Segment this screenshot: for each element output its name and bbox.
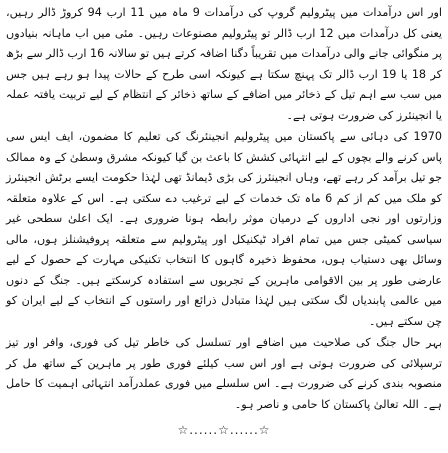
article-paragraph-1: اور اس درآمدات میں پیٹرولیم گروپ کی درآمدات 9 ماہ میں 11 ارب 94 کروڑ ڈالر رہیں، یعنی کل درآمدات میں 12 ارب ڈالر تو پیٹرولیم مصنوعات رہیں۔ مئی میں اب ماہانہ بنیادوں پر منگوائی جانے والی درآمدات میں تقریباً دگنا اضافہ کرتے ہیں تو سالانہ 16 ارب ڈالر سے بڑھ کر 18 یا 19 ارب ڈالر تک پہنچ سکتا ہے کیونکہ اسی طرح کے حالات پیدا ہو رہے ہیں جس میں سب سے اہم تیل کے ذخائر میں اضافے کے ساتھ ذخائر کے انتظام کے لیے تربیت یافتہ عملہ یا انجینئرز کی ضرورت ہوتی ہے۔ bbox=[6, 6, 443, 122]
article-paragraph-3: بہر حال جنگ کی صلاحیت میں اضافے اور تسلسل کی خاطر تیل کی فوری، وافر اور تیز ترسپلائی کی ضرورت ہوتی ہے اور اس سب کیلئے فوری طور پر ماہرین کے ساتھ مل کر منصوبہ بندی کرنے کی ضرورت ہے۔ اس سلسلے میں فوری عملدرآمد انتہائی اہمیت کا حامل ہے۔ اللہ تعالیٰ پاکستان کا حامی و ناصر ہو۔ bbox=[6, 336, 442, 411]
end-ornament-stars: ☆......☆......☆ bbox=[177, 423, 271, 437]
article-paragraph-2: 1970 کی دہائی سے پاکستان میں پیٹرولیم انجینئرنگ کی تعلیم کا مضمون، ایف ایس سی پاس کرنے والے بچوں کے لیے انتہائی کشش کا باعث بن گیا کیونکہ مشرق وسطیٰ کے وہ ممالک جو تیل برآمد کر رہے تھے، وہاں انجینئرز کی بڑی ڈیمانڈ تھی لہٰذا حکومت ایسے برٹش انجینئرز کو ملک میں کم از کم 6 ماہ تک خدمات کے لیے ترغیب دے سکتی ہے۔ اس کے علاوہ متعلقہ وزارتوں اور نجی اداروں کے درمیان موثر رابطہ ہونا ضروری ہے۔ ایک اعلیٰ سطحی غیر سیاسی کمیٹی جس میں تمام افراد ٹیکنیکل اور پیٹرولیم سے متعلقہ پروفیشنلز ہوں، مالی وسائل بھی دستیاب ہوں، محفوظ ذخیرہ گاہوں کا انتخاب تکنیکی مہارت کے حصول کے لیے عارضی طور پر بین الاقوامی ماہرین کے تجربوں سے استفادہ کرسکتے ہیں۔ جنگ کے دنوں میں عالمی پابندیاں لگ سکتی ہیں لہٰذا متبادل ذرائع اور راستوں کے انتخاب کے لیے ایران کو چن سکتے ہیں۔ bbox=[6, 130, 443, 328]
